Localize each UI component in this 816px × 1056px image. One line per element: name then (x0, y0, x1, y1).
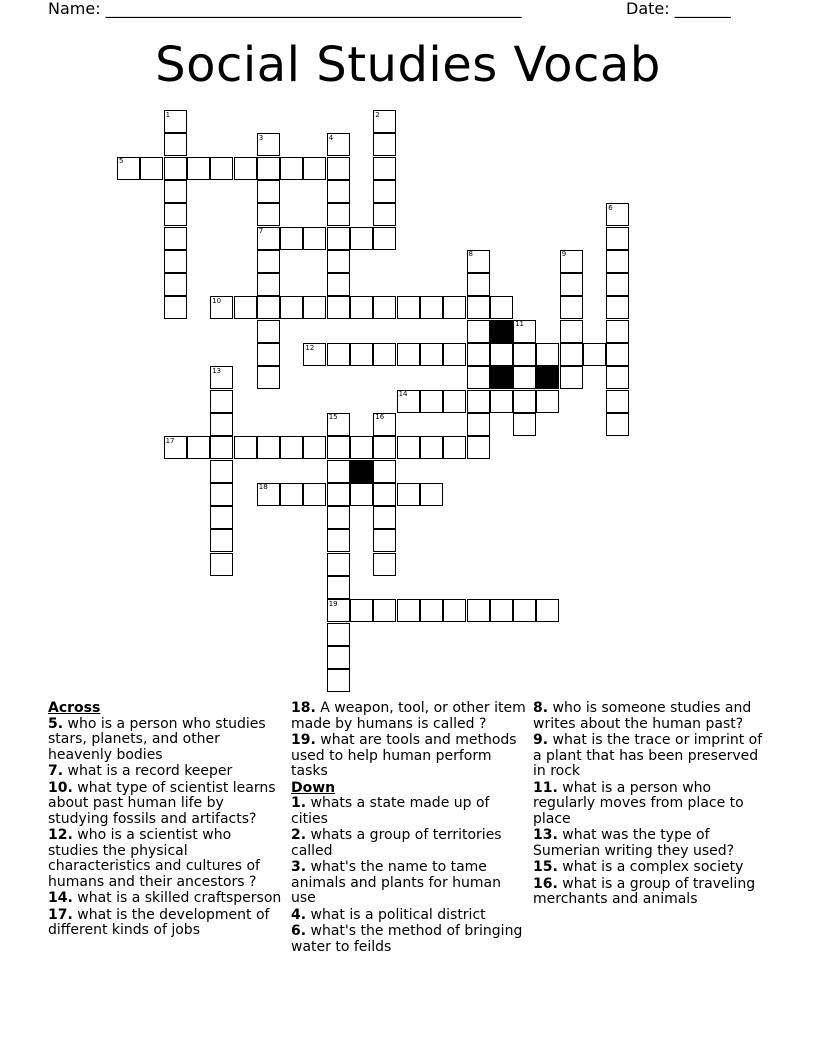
grid-cell[interactable] (467, 366, 490, 389)
grid-cell[interactable] (513, 366, 536, 389)
clue-item (291, 733, 527, 780)
grid-cell[interactable] (373, 296, 396, 319)
grid-cell[interactable] (467, 320, 490, 343)
clue-item (291, 796, 527, 827)
clue-number: 2 (375, 110, 380, 119)
grid-cell[interactable] (467, 273, 490, 296)
grid-cell[interactable] (513, 343, 536, 366)
clue-item-text: what's the name to tame animals and plants for human use (291, 859, 501, 906)
grid-cell[interactable] (234, 157, 257, 180)
grid-cell[interactable] (327, 576, 350, 599)
grid-cell[interactable] (373, 343, 396, 366)
grid-cell[interactable] (257, 320, 280, 343)
clue-item-text: what is a complex society (557, 859, 744, 875)
grid-cell[interactable] (420, 343, 443, 366)
grid-cell[interactable] (327, 273, 350, 296)
clue-number: 17 (165, 436, 175, 445)
grid-cell[interactable] (327, 180, 350, 203)
grid-cell[interactable] (373, 227, 396, 250)
grid-cell[interactable] (303, 227, 326, 250)
clue-number: 4 (328, 133, 334, 142)
clue-item-number: 16. (533, 875, 558, 892)
black-square (350, 460, 373, 483)
grid-cell[interactable] (257, 250, 280, 273)
clue-item (291, 860, 527, 907)
across-heading: Across (48, 700, 101, 716)
clue-number: 9 (561, 250, 567, 259)
black-square (536, 366, 559, 389)
clue-number: 5 (119, 157, 124, 166)
grid-cell[interactable] (327, 250, 350, 273)
black-square (490, 366, 513, 389)
grid-cell[interactable] (467, 296, 490, 319)
grid-cell[interactable] (187, 157, 210, 180)
clue-item-text: who is someone studies and writes about the human past? (533, 700, 752, 732)
grid-cell[interactable] (350, 483, 373, 506)
grid-cell[interactable] (327, 343, 350, 366)
clue-item-number: 1. (291, 795, 307, 811)
grid-cell[interactable] (606, 366, 629, 389)
grid-cell[interactable] (397, 296, 420, 319)
grid-cell[interactable] (490, 599, 513, 622)
grid-cell[interactable] (257, 366, 280, 389)
grid-cell[interactable] (373, 133, 396, 156)
grid-cell[interactable] (536, 390, 559, 413)
grid-cell[interactable] (467, 599, 490, 622)
grid-cell[interactable] (257, 157, 280, 180)
grid-cell[interactable] (210, 506, 233, 529)
grid-cell[interactable] (467, 343, 490, 366)
grid-cell[interactable] (490, 343, 513, 366)
grid-cell[interactable] (397, 483, 420, 506)
grid-cell[interactable] (327, 623, 350, 646)
grid-cell[interactable] (164, 273, 187, 296)
grid-cell[interactable] (373, 157, 396, 180)
grid-cell[interactable] (490, 390, 513, 413)
clue-item-number: 3. (291, 859, 307, 875)
grid-cell[interactable] (303, 483, 326, 506)
clue-item-text: what is the development of different kinds of jobs (48, 906, 270, 938)
grid-cell[interactable] (350, 436, 373, 459)
down-heading: Down (291, 779, 336, 796)
grid-cell[interactable] (280, 483, 303, 506)
clue-item (533, 733, 763, 780)
clue-number: 10 (212, 296, 222, 305)
grid-cell[interactable] (210, 436, 233, 459)
clue-item (291, 924, 527, 955)
clue-item-number: 8. (533, 700, 549, 716)
grid-cell[interactable] (606, 413, 629, 436)
grid-cell[interactable] (280, 296, 303, 319)
date-field-label: Date: _______ (626, 0, 731, 18)
clue-number: 1 (165, 110, 171, 119)
grid-cell[interactable] (373, 180, 396, 203)
grid-cell[interactable] (606, 296, 629, 319)
grid-cell[interactable] (210, 553, 233, 576)
grid-cell[interactable] (443, 343, 466, 366)
clue-number: 13 (212, 366, 222, 375)
clue-item-text: whats a state made up of cities (291, 795, 490, 827)
grid-cell[interactable] (327, 203, 350, 226)
grid-cell[interactable] (210, 157, 233, 180)
page-title: Social Studies Vocab (155, 37, 661, 93)
grid-cell[interactable] (164, 180, 187, 203)
clue-number: 18 (258, 483, 268, 492)
grid-cell[interactable] (303, 436, 326, 459)
grid-cell[interactable] (164, 203, 187, 226)
clue-item-number: 19. (291, 732, 316, 748)
clue-number: 11 (515, 320, 525, 329)
grid-cell[interactable] (327, 483, 350, 506)
grid-cell[interactable] (443, 390, 466, 413)
grid-cell[interactable] (327, 553, 350, 576)
clue-item-text: what are tools and methods used to help human perform tasks (291, 732, 517, 779)
grid-cell[interactable] (350, 599, 373, 622)
clue-item-text: what type of scientist learns about past human life by studying fossils and artifacts? (48, 779, 276, 827)
grid-cell[interactable] (513, 599, 536, 622)
clue-item-number: 14. (48, 890, 73, 906)
grid-cell[interactable] (350, 343, 373, 366)
grid-cell[interactable] (280, 436, 303, 459)
clue-item (291, 701, 527, 732)
clue-item (48, 717, 284, 764)
grid-cell[interactable] (536, 343, 559, 366)
clues-column-3 (533, 701, 763, 909)
grid-cell[interactable] (536, 599, 559, 622)
clue-item-text: what is the trace or imprint of a plant that has been preserved in rock (533, 732, 763, 779)
clue-number: 12 (305, 343, 315, 352)
grid-cell[interactable] (327, 296, 350, 319)
clue-item-number: 7. (48, 763, 64, 779)
grid-cell[interactable] (560, 320, 583, 343)
grid-cell[interactable] (397, 343, 420, 366)
grid-cell[interactable] (560, 366, 583, 389)
clue-item-number: 15. (533, 859, 558, 875)
clue-item-text: what is a political district (306, 906, 486, 923)
clue-number: 15 (328, 413, 338, 422)
grid-cell[interactable] (234, 296, 257, 319)
grid-cell[interactable] (443, 436, 466, 459)
grid-cell[interactable] (373, 553, 396, 576)
clue-number: 19 (328, 599, 338, 608)
grid-cell[interactable] (327, 227, 350, 250)
grid-cell[interactable] (373, 529, 396, 552)
grid-cell[interactable] (420, 483, 443, 506)
grid-cell[interactable] (210, 529, 233, 552)
clue-item (533, 860, 763, 876)
grid-cell[interactable] (420, 390, 443, 413)
grid-cell[interactable] (257, 273, 280, 296)
grid-cell[interactable] (606, 320, 629, 343)
grid-cell[interactable] (513, 413, 536, 436)
clue-item-number: 2. (291, 827, 307, 843)
grid-cell[interactable] (280, 227, 303, 250)
grid-cell[interactable] (350, 296, 373, 319)
grid-cell[interactable] (280, 157, 303, 180)
clue-item-text: whats a group of territories called (291, 827, 502, 859)
grid-cell[interactable] (373, 483, 396, 506)
clue-item-text: what is a person who regularly moves from place to place (533, 779, 744, 827)
clue-item-number: 6. (291, 923, 307, 939)
grid-cell[interactable] (373, 599, 396, 622)
grid-cell[interactable] (327, 460, 350, 483)
grid-cell[interactable] (327, 529, 350, 552)
grid-cell[interactable] (490, 296, 513, 319)
grid-cell[interactable] (420, 436, 443, 459)
clue-item (48, 891, 284, 907)
grid-cell[interactable] (467, 436, 490, 459)
grid-cell[interactable] (140, 157, 163, 180)
grid-cell[interactable] (210, 413, 233, 436)
grid-cell[interactable] (373, 460, 396, 483)
clue-number: 3 (258, 133, 264, 142)
grid-cell[interactable] (560, 273, 583, 296)
grid-cell[interactable] (467, 390, 490, 413)
grid-cell[interactable] (210, 483, 233, 506)
clue-item-number: 10. (48, 779, 73, 796)
name-field-label: Name: ____________________________________________________ (48, 0, 522, 18)
grid-cell[interactable] (303, 296, 326, 319)
clue-number: 6 (608, 203, 613, 212)
clue-item-text: who is a scientist who studies the physical characteristics and cultures of humans and their ancestors ? (48, 827, 260, 890)
grid-cell[interactable] (420, 599, 443, 622)
grid-cell[interactable] (560, 343, 583, 366)
clue-item (48, 764, 284, 780)
clue-item (48, 828, 284, 890)
grid-cell[interactable] (257, 343, 280, 366)
clue-item-number: 11. (533, 779, 558, 796)
grid-cell[interactable] (164, 296, 187, 319)
clue-item (533, 701, 763, 732)
clue-item (533, 828, 763, 859)
clue-item-text: what is a record keeper (63, 763, 233, 779)
grid-cell[interactable] (327, 506, 350, 529)
clues-column-1 (48, 701, 284, 940)
grid-cell[interactable] (606, 343, 629, 366)
clue-item-number: 9. (533, 732, 549, 748)
grid-cell[interactable] (373, 203, 396, 226)
clue-item (533, 781, 763, 828)
clue-item-text: who is a person who studies stars, planets, and other heavenly bodies (48, 715, 266, 763)
grid-cell[interactable] (420, 296, 443, 319)
black-square (490, 320, 513, 343)
grid-cell[interactable] (397, 599, 420, 622)
grid-cell[interactable] (373, 436, 396, 459)
grid-cell[interactable] (234, 436, 257, 459)
grid-cell[interactable] (187, 436, 210, 459)
grid-cell[interactable] (164, 133, 187, 156)
grid-cell[interactable] (606, 227, 629, 250)
clue-item-text: what was the type of Sumerian writing they used? (533, 827, 735, 859)
grid-cell[interactable] (350, 227, 373, 250)
grid-cell[interactable] (257, 436, 280, 459)
grid-cell[interactable] (210, 390, 233, 413)
clue-number: 7 (258, 227, 264, 235)
clue-item-number: 4. (291, 906, 307, 923)
clue-item-number: 13. (533, 827, 558, 843)
grid-cell[interactable] (327, 669, 350, 692)
grid-cell[interactable] (606, 273, 629, 296)
grid-cell[interactable] (560, 296, 583, 319)
grid-cell[interactable] (606, 250, 629, 273)
clue-item (291, 908, 527, 924)
clue-item (48, 908, 284, 939)
grid-cell[interactable] (327, 436, 350, 459)
clue-number: 8 (468, 250, 473, 259)
clue-number: 14 (398, 390, 408, 399)
grid-cell[interactable] (327, 646, 350, 669)
clue-item-number: 18. (291, 700, 316, 716)
clue-item-text: what is a skilled craftsperson (72, 890, 282, 906)
grid-cell[interactable] (257, 180, 280, 203)
grid-cell[interactable] (467, 413, 490, 436)
grid-cell[interactable] (257, 296, 280, 319)
grid-cell[interactable] (164, 227, 187, 250)
grid-cell[interactable] (257, 203, 280, 226)
clue-item (48, 781, 284, 828)
clue-item-number: 5. (48, 715, 64, 732)
clue-item-text: what's the method of bringing water to feilds (291, 923, 523, 955)
grid-cell[interactable] (327, 157, 350, 180)
grid-cell[interactable] (583, 343, 606, 366)
grid-cell[interactable] (164, 157, 187, 180)
grid-cell[interactable] (513, 390, 536, 413)
grid-cell[interactable] (606, 390, 629, 413)
grid-cell[interactable] (443, 296, 466, 319)
clue-item-text: A weapon, tool, or other item made by humans is called ? (291, 700, 526, 732)
clue-item-number: 12. (48, 827, 73, 843)
clue-item-number: 17. (48, 906, 73, 923)
grid-cell[interactable] (210, 460, 233, 483)
grid-cell[interactable] (397, 436, 420, 459)
clue-item (533, 877, 763, 908)
clue-item (291, 828, 527, 859)
clue-number: 16 (375, 413, 385, 422)
grid-cell[interactable] (164, 250, 187, 273)
clue-item-text: what is a group of traveling merchants and animals (533, 875, 756, 907)
grid-cell[interactable] (373, 506, 396, 529)
grid-cell[interactable] (303, 157, 326, 180)
grid-cell[interactable] (443, 599, 466, 622)
clues-column-2 (291, 701, 527, 956)
